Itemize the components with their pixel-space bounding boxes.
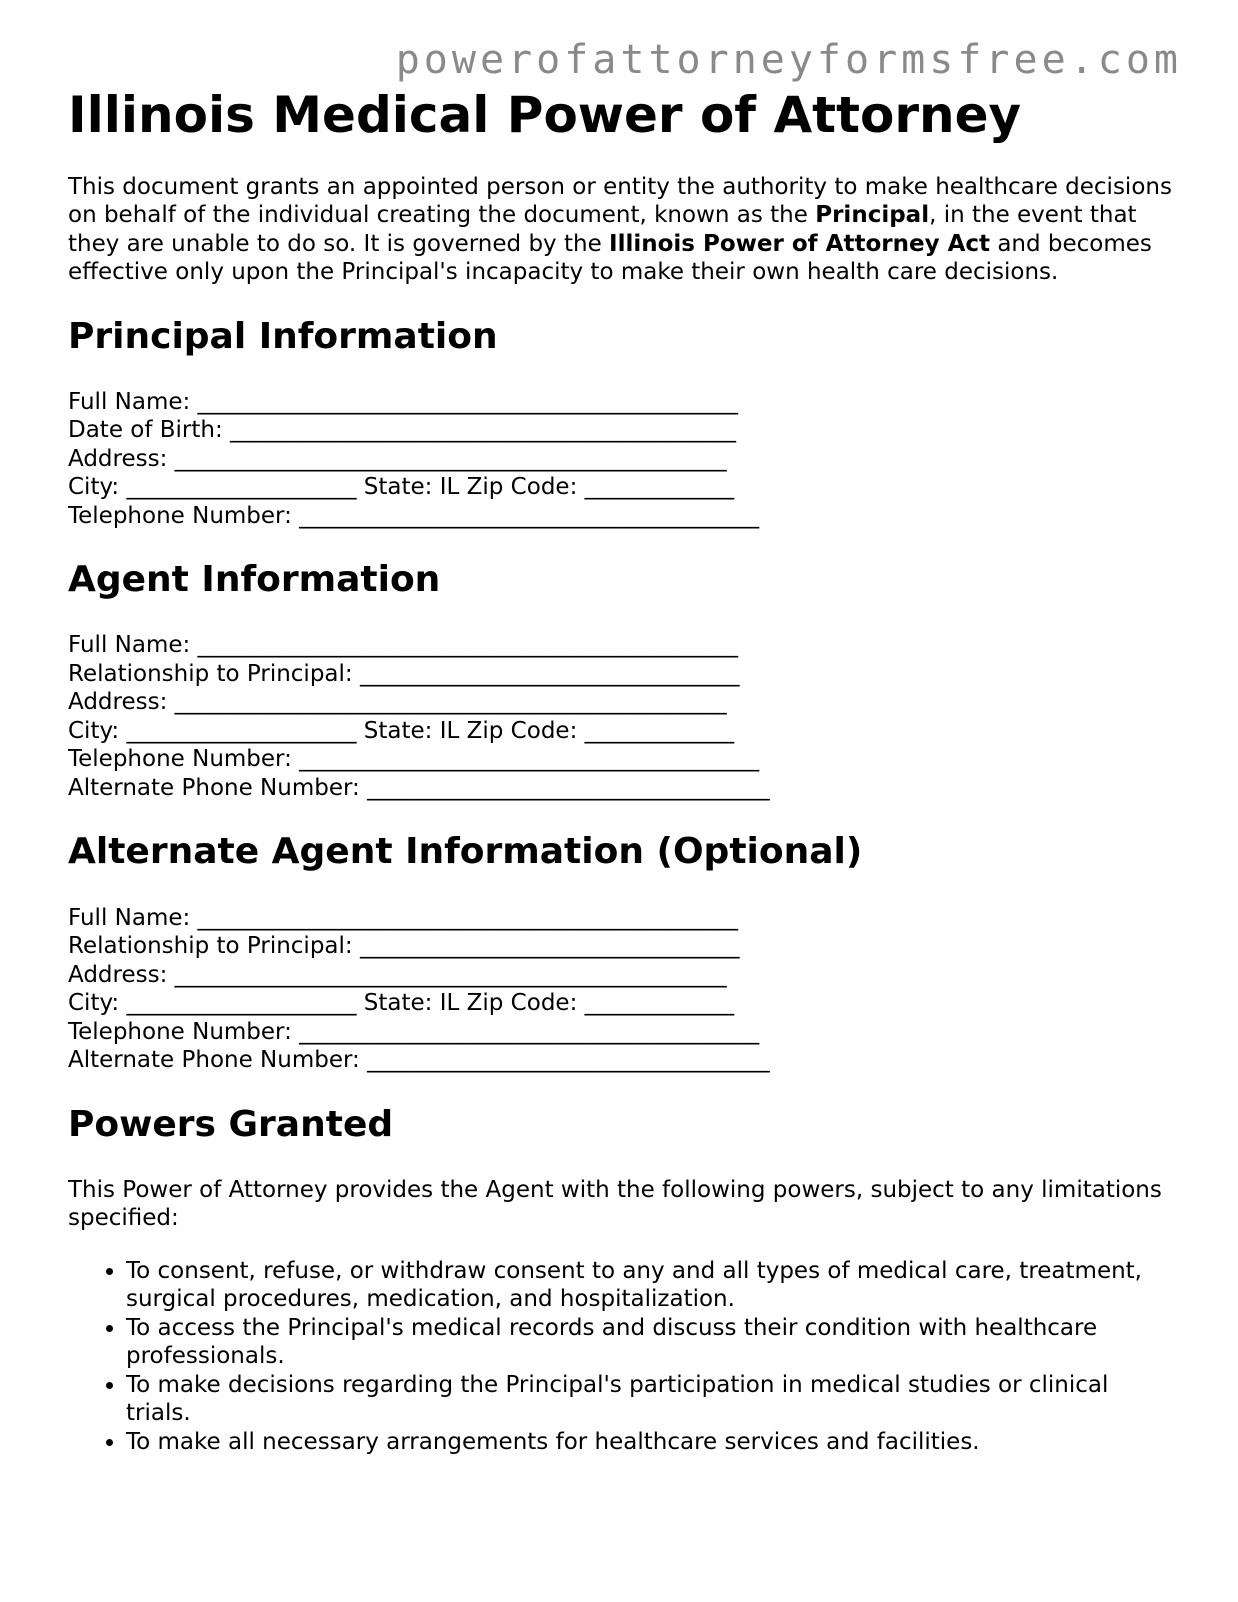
powers-list: [68, 1257, 1178, 1457]
principal-full-name-field[interactable]: Full Name: _______________________________________________: [68, 388, 739, 415]
alt-agent-address-field[interactable]: Address: ________________________________________________: [68, 961, 727, 988]
principal-dob-field[interactable]: Date of Birth: ____________________________________________: [68, 417, 737, 444]
principal-telephone-field[interactable]: Telephone Number: ________________________________________: [68, 502, 760, 529]
agent-fields: [68, 631, 1178, 802]
alternate-agent-fields: [68, 904, 1178, 1075]
alt-agent-telephone-field[interactable]: Telephone Number: ________________________________________: [68, 1018, 760, 1045]
agent-telephone-field[interactable]: Telephone Number: ________________________________________: [68, 746, 760, 773]
intro-text-1: This document grants an appointed person or entity the authority to make healthcare decisions on behalf of the individual creating the document, known as the: [68, 173, 1172, 228]
alt-agent-alt-phone-field[interactable]: Alternate Phone Number: ___________________________________: [68, 1047, 770, 1074]
agent-city-state-zip-field[interactable]: City: ____________________ State: IL Zip Code: _____________: [68, 717, 735, 744]
intro-text-3: and becomes effective only upon the Principal's incapacity to make their own health care decisions.: [68, 230, 1152, 285]
list-item: • To access the Principal's medical records and discuss their condition with healthcare professionals.: [126, 1314, 1178, 1371]
agent-relationship-field[interactable]: Relationship to Principal: _________________________________: [68, 660, 740, 687]
list-item: • To make decisions regarding the Principal's participation in medical studies or clinical trials.: [126, 1371, 1178, 1428]
principal-heading: Principal Information: [68, 315, 498, 357]
intro-text-2: , in the event that they are unable to do so. It is governed by the: [68, 202, 1137, 257]
intro-principal-bold: Principal: [815, 202, 930, 228]
agent-section: [68, 558, 1178, 802]
alternate-agent-section: [68, 830, 1178, 1074]
alt-agent-relationship-field[interactable]: Relationship to Principal: _________________________________: [68, 933, 740, 960]
intro-paragraph: [68, 173, 1178, 287]
powers-heading: Powers Granted: [68, 1103, 394, 1145]
principal-city-state-zip-field[interactable]: City: ____________________ State: IL Zip Code: _____________: [68, 474, 735, 501]
document-body: [68, 84, 1178, 1456]
principal-fields: [68, 388, 1178, 531]
agent-full-name-field[interactable]: Full Name: _______________________________________________: [68, 632, 739, 659]
alt-agent-full-name-field[interactable]: Full Name: _______________________________________________: [68, 904, 739, 931]
principal-section: [68, 315, 1178, 531]
list-item: • To make all necessary arrangements for healthcare services and facilities.: [126, 1428, 1178, 1457]
powers-section: [68, 1103, 1178, 1457]
agent-address-field[interactable]: Address: ________________________________________________: [68, 689, 727, 716]
agent-alt-phone-field[interactable]: Alternate Phone Number: ___________________________________: [68, 774, 770, 801]
agent-heading: Agent Information: [68, 559, 441, 601]
alt-agent-city-state-zip-field[interactable]: City: ____________________ State: IL Zip Code: _____________: [68, 990, 735, 1017]
alternate-agent-heading: Alternate Agent Information (Optional): [68, 831, 863, 873]
intro-act-bold: Illinois Power of Attorney Act: [609, 230, 991, 257]
powers-intro: This Power of Attorney provides the Agent with the following powers, subject to any limitations specified:: [68, 1176, 1162, 1232]
watermark: powerofattorneyformsfree.com: [395, 37, 1182, 83]
list-item: • To consent, refuse, or withdraw consent to any and all types of medical care, treatment, surgical procedures, medication, and hospitalization.: [126, 1257, 1178, 1314]
page-title: Illinois Medical Power of Attorney: [68, 86, 1022, 144]
principal-address-field[interactable]: Address: ________________________________________________: [68, 445, 727, 472]
